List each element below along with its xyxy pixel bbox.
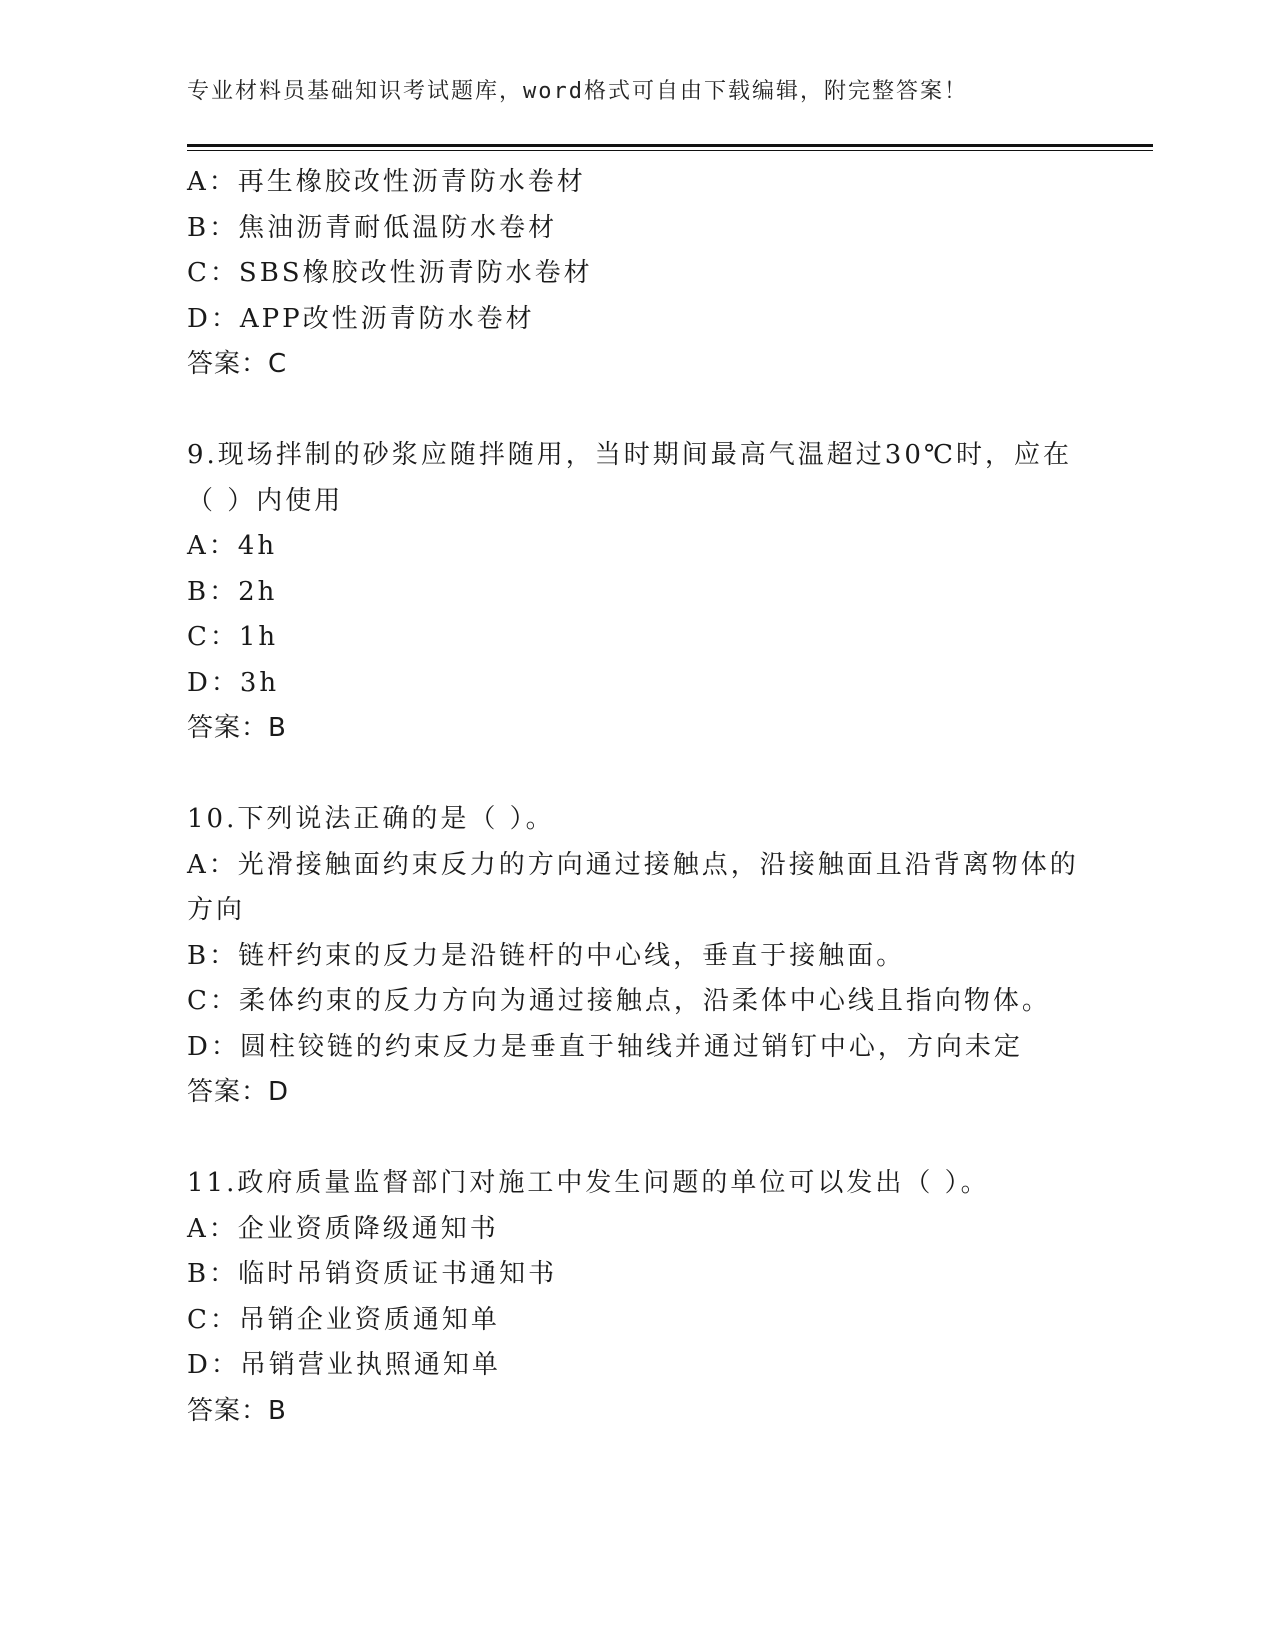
option-b: B：2h <box>187 576 278 607</box>
option-a: A：企业资质降级通知书 <box>187 1213 499 1244</box>
question-text: 11.政府质量监督部门对施工中发生问题的单位可以发出（ ）。 <box>187 1168 990 1198</box>
question-text: 9.现场拌制的砂浆应随拌随用，当时期间最高气温超过30℃时，应在 <box>187 440 1072 470</box>
option-b: B：链杆约束的反力是沿链杆的中心线，垂直于接触面。 <box>187 940 906 971</box>
page-header: 专业材料员基础知识考试题库，word格式可自由下载编辑，附完整答案！ <box>187 79 968 104</box>
question-block-11 <box>187 1161 1087 1434</box>
answer-line: 答案：C <box>187 349 288 379</box>
option-b: B：临时吊销资质证书通知书 <box>187 1259 558 1289</box>
option-b: B：焦油沥青耐低温防水卷材 <box>187 212 558 243</box>
option-d: D：圆柱铰链的约束反力是垂直于轴线并通过销钉中心，方向未定 <box>187 1031 1023 1062</box>
option-c: C：SBS橡胶改性沥青防水卷材 <box>187 258 593 288</box>
spacer <box>187 1116 1087 1162</box>
option-d: D：3h <box>187 667 280 698</box>
spacer <box>187 752 1087 798</box>
header-rule-thick <box>187 144 1153 147</box>
option-a: A：4h <box>187 531 278 561</box>
spacer <box>187 388 1087 434</box>
option-c: C：柔体约束的反力方向为通过接触点，沿柔体中心线且指向物体。 <box>187 986 1051 1016</box>
option-a: A：再生橡胶改性沥青防水卷材 <box>187 167 586 197</box>
question-content <box>187 160 1087 1434</box>
question-block-10 <box>187 797 1087 1116</box>
question-text: 10.下列说法正确的是（ ）。 <box>187 804 555 834</box>
answer-line: 答案：B <box>187 713 287 743</box>
option-a-cont: 方向 <box>187 895 246 925</box>
answer-line: 答案：D <box>187 1077 290 1107</box>
question-text-cont: （ ）内使用 <box>187 485 344 516</box>
option-c: C：吊销企业资质通知单 <box>187 1304 500 1335</box>
question-block-8 <box>187 160 1087 388</box>
answer-line: 答案：B <box>187 1395 287 1426</box>
question-block-9 <box>187 433 1087 752</box>
option-a: A：光滑接触面约束反力的方向通过接触点，沿接触面且沿背离物体的 <box>187 849 1079 880</box>
option-c: C：1h <box>187 622 279 652</box>
header-rule-thin <box>187 150 1153 151</box>
option-d: D：APP改性沥青防水卷材 <box>187 303 535 334</box>
option-d: D：吊销营业执照通知单 <box>187 1350 501 1380</box>
